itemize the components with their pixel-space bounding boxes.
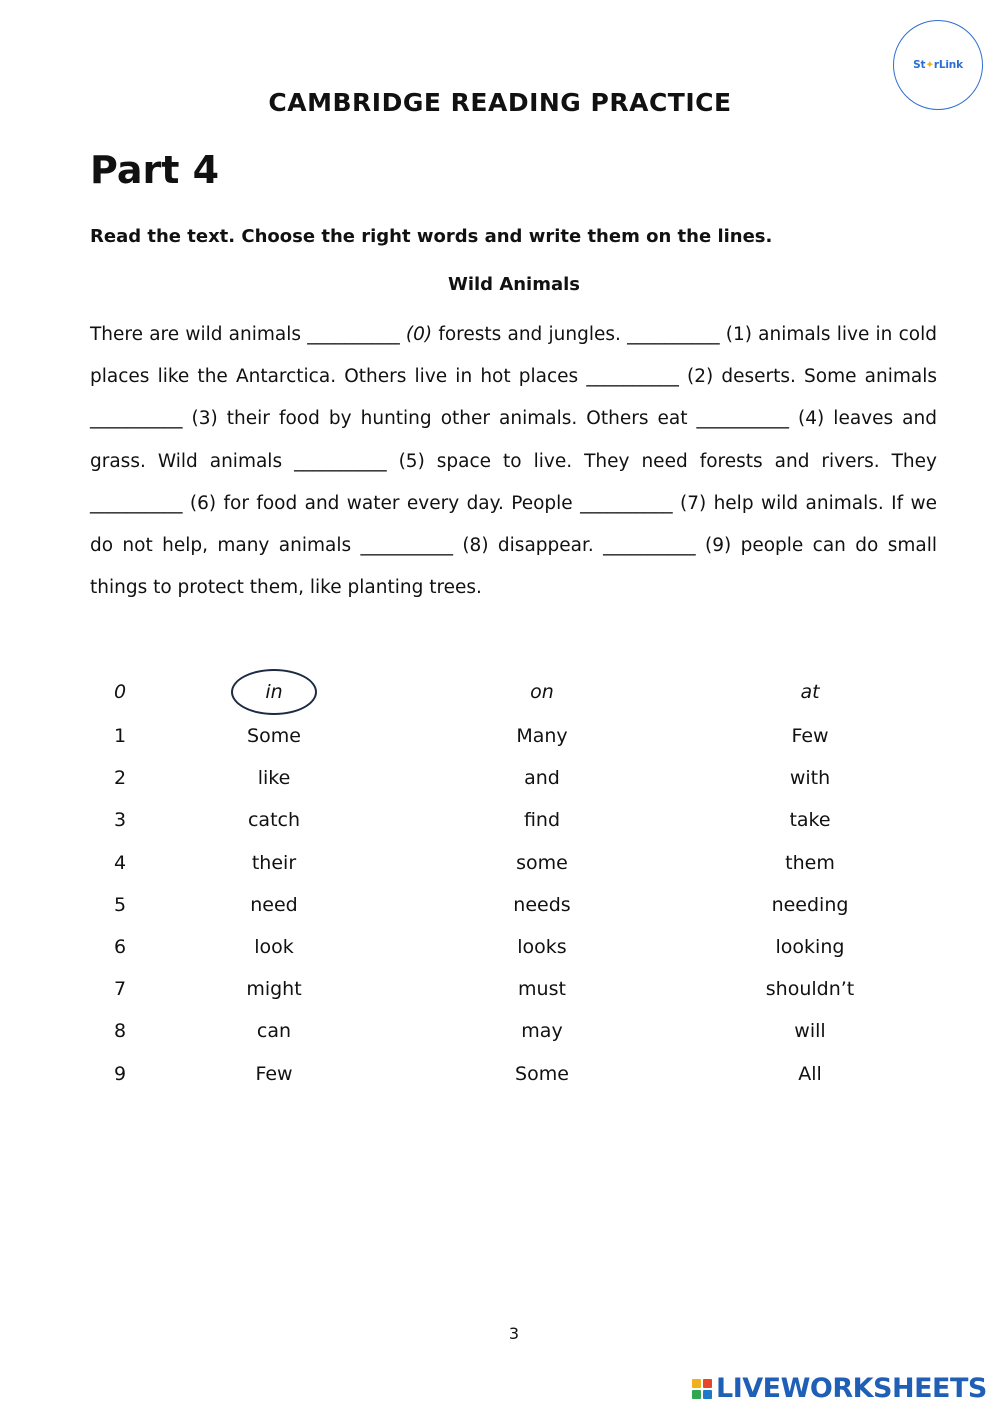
option-row	[0, 842, 924, 884]
option-number: 4	[114, 851, 127, 874]
option-row	[0, 968, 924, 1010]
option-a[interactable]: look	[254, 936, 294, 959]
option-c[interactable]: shouldn’t	[765, 978, 855, 1001]
option-c[interactable]: Few	[791, 725, 829, 748]
option-c[interactable]: All	[798, 1062, 822, 1085]
option-c[interactable]: at	[800, 681, 820, 703]
option-a[interactable]	[160, 669, 388, 715]
option-number: 2	[114, 767, 127, 790]
option-row	[0, 715, 924, 757]
option-row	[0, 757, 924, 799]
option-a[interactable]: like	[257, 767, 291, 790]
option-b[interactable]: must	[518, 978, 566, 1001]
passage-text: There are wild animals __________ (0) forests and jungles. __________ (1) animals live in cold places like the Antarctica. Others live in hot places __________ (2) deserts. Some animals __________ (3) their food by hunting other animals. Others eat __________ (4) leaves and grass. Wild animals __________ (5) space to live. They need forests and rivers. They __________ (6) for food and water every day. People __________ (7) help wild animals. If we do not help, many animals __________ (8) disappear. __________ (9) people can do small things to protect them, like planting trees.	[90, 324, 937, 599]
option-b[interactable]: may	[521, 1020, 563, 1043]
example-marker: (0)	[405, 324, 433, 345]
option-b[interactable]: on	[530, 681, 554, 703]
option-number: 7	[114, 978, 127, 1001]
option-a[interactable]: might	[246, 978, 302, 1001]
option-number: 5	[114, 893, 127, 916]
option-b[interactable]: looks	[517, 936, 567, 959]
option-row	[0, 799, 924, 841]
option-number: 3	[114, 809, 127, 832]
option-c[interactable]: needing	[771, 893, 849, 916]
option-number: 6	[114, 936, 127, 959]
star-icon: ✦	[925, 59, 934, 71]
option-b[interactable]: some	[516, 851, 568, 874]
option-c[interactable]: will	[794, 1020, 826, 1043]
passage-title: Wild Animals	[447, 274, 581, 295]
option-c[interactable]: take	[789, 809, 831, 832]
option-a[interactable]: Some	[247, 725, 301, 748]
option-number: 9	[114, 1062, 127, 1085]
page-number: 3	[508, 1324, 520, 1343]
option-number: 8	[114, 1020, 127, 1043]
option-c[interactable]: looking	[775, 936, 845, 959]
liveworksheets-logo	[692, 1373, 987, 1404]
option-row	[0, 1010, 924, 1052]
part-title: Part 4	[90, 148, 220, 192]
option-row	[0, 884, 924, 926]
starlink-logo-text: St✦rLink	[913, 59, 963, 71]
liveworksheets-blocks-icon	[692, 1379, 712, 1399]
option-row	[0, 669, 924, 715]
option-c[interactable]: them	[785, 851, 835, 874]
option-c[interactable]: with	[789, 767, 831, 790]
option-number: 0	[114, 681, 127, 703]
option-a[interactable]: catch	[247, 809, 301, 832]
liveworksheets-brand: LIVEWORKSHEETS	[716, 1373, 987, 1404]
option-row	[0, 1053, 924, 1095]
option-b[interactable]: find	[523, 809, 561, 832]
option-row	[0, 926, 924, 968]
answer-options-table	[0, 669, 924, 1095]
option-number: 1	[114, 725, 127, 748]
option-b[interactable]: Many	[516, 725, 568, 748]
option-a[interactable]: their	[251, 851, 297, 874]
option-b[interactable]: needs	[513, 893, 571, 916]
instructions: Read the text. Choose the right words and write them on the lines.	[90, 226, 773, 247]
option-b[interactable]: Some	[515, 1062, 569, 1085]
option-a[interactable]: Few	[255, 1062, 293, 1085]
option-a[interactable]: need	[250, 893, 298, 916]
example-answer-circle: in	[231, 669, 317, 715]
page-title: CAMBRIDGE READING PRACTICE	[268, 88, 732, 117]
option-b[interactable]: and	[524, 767, 560, 790]
option-a[interactable]: can	[256, 1020, 292, 1043]
